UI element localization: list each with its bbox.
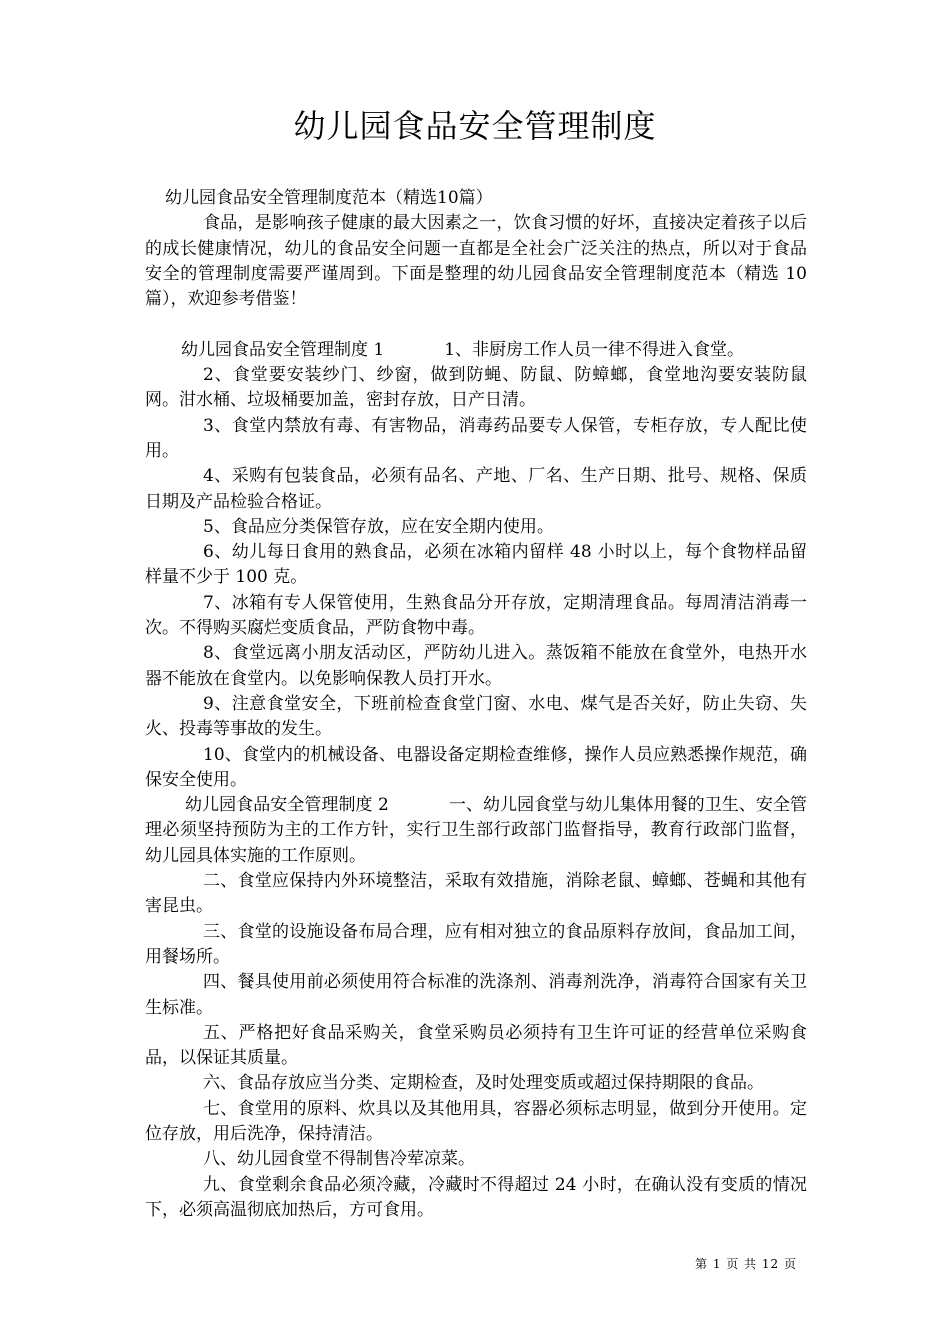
section-1-item: 4、采购有包装食品，必须有品名、产地、厂名、生产日期、批号、规格、保质日期及产品检验合格证。	[145, 466, 807, 512]
spacer	[145, 312, 807, 337]
section-1-item: 5、食品应分类保管存放，应在安全期内使用。	[203, 516, 554, 537]
section-1-heading: 幼儿园食品安全管理制度 1	[181, 339, 385, 360]
section-2-item: 二、食堂应保持内外环境整洁，采取有效措施，消除老鼠、蟑螂、苍蝇和其他有害昆虫。	[145, 871, 807, 917]
page-footer: 第 1 页 共 12 页	[695, 1257, 797, 1271]
section-1-item: 10、食堂内的机械设备、电器设备定期检查维修，操作人员应熟悉操作规范，确保安全使用。	[145, 744, 807, 790]
section-1-item: 7、冰箱有专人保管使用，生熟食品分开存放，定期清理食品。每周清洁消毒一次。不得购买腐烂变质食品，严防食物中毒。	[145, 592, 807, 639]
intro-paragraph: 食品，是影响孩子健康的最大因素之一，饮食习惯的好坏，直接决定着孩子以后的成长健康情况，幼儿的食品安全问题一直都是全社会广泛关注的热点，所以对于食品安全的管理制度需要严谨周到。下面是整理的幼儿园食品安全管理制度范本（精选 10 篇），欢迎参考借鉴！	[145, 213, 807, 310]
section-1-item: 3、食堂内禁放有毒、有害物品，消毒药品要专人保管，专柜存放，专人配比使用。	[145, 415, 807, 461]
section-2-item: 九、食堂剩余食品必须冷藏，冷藏时不得超过 24 小时，在确认没有变质的情况下，必须高温彻底加热后，方可食用。	[145, 1174, 807, 1220]
document-subtitle: 幼儿园食品安全管理制度范本（精选10篇）	[165, 188, 493, 208]
section-1-item: 8、食堂远离小朋友活动区，严防幼儿进入。蒸饭箱不能放在食堂外，电热开水器不能放在食堂内。以免影响保教人员打开水。	[145, 643, 807, 689]
section-2-item: 四、餐具使用前必须使用符合标准的洗涤剂、消毒剂洗净，消毒符合国家有关卫生标准。	[145, 972, 807, 1018]
section-1-item: 2、食堂要安装纱门、纱窗，做到防蝇、防鼠、防蟑螂，食堂地沟要安装防鼠网。泔水桶、垃圾桶要加盖，密封存放，日产日清。	[145, 365, 807, 411]
section-2-item: 三、食堂的设施设备布局合理，应有相对独立的食品原料存放间，食品加工间，用餐场所。	[145, 921, 807, 967]
section-1-item-1: 1、非厨房工作人员一律不得进入食堂。	[444, 339, 745, 360]
section-1-item: 6、幼儿每日食用的熟食品，必须在冰箱内留样 48 小时以上，每个食物样品留样量不少于 100 克。	[145, 542, 807, 588]
document-body	[145, 186, 807, 1223]
section-2-first-paragraph	[145, 793, 807, 869]
section-2-item: 五、严格把好食品采购关，食堂采购员必须持有卫生许可证的经营单位采购食品，以保证其质量。	[145, 1022, 807, 1069]
section-1-heading-line	[145, 338, 807, 363]
section-2-heading: 幼儿园食品安全管理制度 2	[185, 795, 389, 816]
section-2-item: 七、食堂用的原料、炊具以及其他用具，容器必须标志明显，做到分开使用。定位存放，用后洗净，保持清洁。	[145, 1098, 807, 1144]
section-2-item: 八、幼儿园食堂不得制售冷荤凉菜。	[203, 1149, 475, 1170]
document-title: 幼儿园食品安全管理制度	[293, 107, 657, 145]
section-1-item: 9、注意食堂安全，下班前检查食堂门窗、水电、煤气是否关好，防止失窃、失火、投毒等事故的发生。	[145, 693, 807, 740]
section-2-item: 六、食品存放应当分类、定期检查，及时处理变质或超过保持期限的食品。	[203, 1073, 764, 1094]
section-2-item-1: 一、幼儿园食堂与幼儿集体用餐的卫生、安全管理必须坚持预防为主的工作方针，实行卫生部行政部门监督指导，教育行政部门监督，幼儿园具体实施的工作原则。	[145, 795, 807, 866]
